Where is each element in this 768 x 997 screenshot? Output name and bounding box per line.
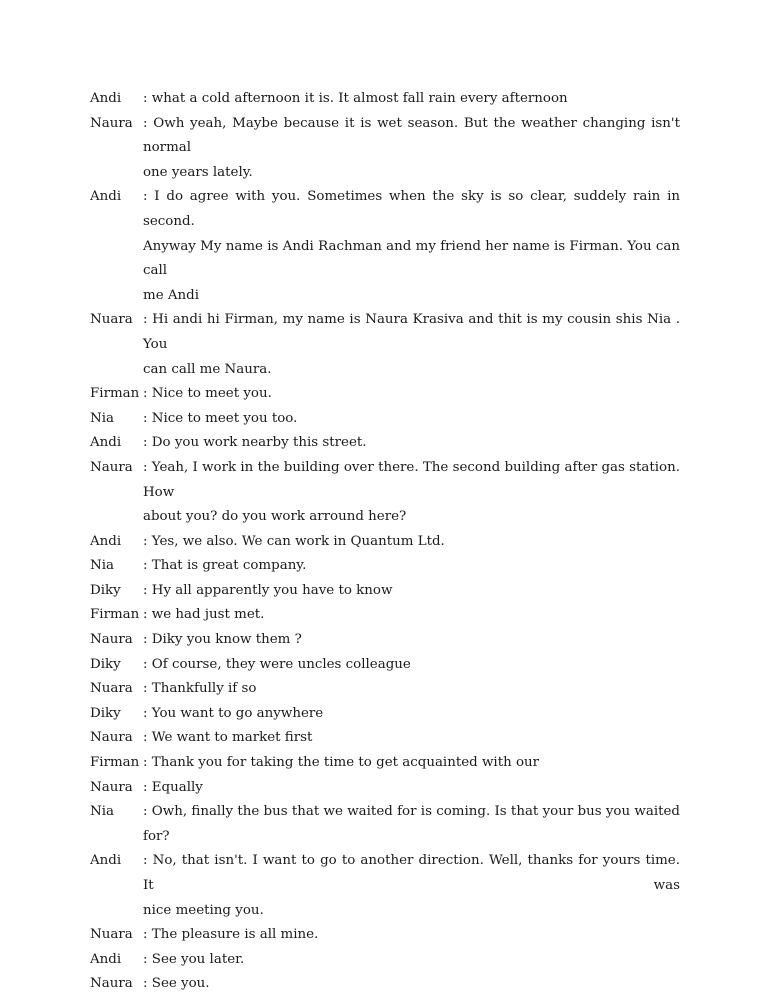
dialogue-transcript bbox=[90, 87, 680, 997]
speaker-name: Naura bbox=[90, 730, 133, 746]
speaker-name: Nuara bbox=[90, 927, 133, 943]
speaker-name: Nia bbox=[90, 558, 114, 574]
dialogue-line bbox=[90, 308, 680, 357]
dialogue-line bbox=[90, 726, 680, 751]
speaker-name: Nia bbox=[90, 804, 114, 820]
dialogue-text: : That is great company. bbox=[143, 558, 307, 574]
dialogue-line bbox=[90, 653, 680, 678]
dialogue-text: : Thank you for taking the time to get acquainted with our bbox=[143, 755, 540, 771]
dialogue-text: : Hi andi hi Firman, my name is Naura Krasiva and thit is my cousin shis Nia . You bbox=[143, 312, 680, 352]
dialogue-line bbox=[90, 948, 680, 973]
dialogue-line bbox=[90, 112, 680, 161]
dialogue-line bbox=[90, 776, 680, 801]
dialogue-line-continuation bbox=[90, 505, 680, 530]
dialogue-line bbox=[90, 407, 680, 432]
speaker-name: Andi bbox=[90, 189, 122, 205]
dialogue-text: : Yeah, I work in the building over there. The second building after gas station. How bbox=[143, 459, 680, 500]
dialogue-text: : I do agree with you. Sometimes when the sky is so clear, suddely rain in second. bbox=[143, 189, 680, 229]
dialogue-text: about you? do you work arround here? bbox=[143, 509, 407, 525]
speaker-name: Andi bbox=[90, 853, 122, 869]
dialogue-text: : Nice to meet you. bbox=[143, 386, 272, 402]
speaker-name: Diky bbox=[90, 705, 121, 721]
dialogue-line bbox=[90, 677, 680, 702]
dialogue-text: one years lately. bbox=[143, 164, 253, 180]
dialogue-line-continuation bbox=[90, 899, 680, 924]
dialogue-line bbox=[90, 185, 680, 234]
dialogue-line bbox=[90, 702, 680, 727]
speaker-name: Naura bbox=[90, 115, 133, 131]
dialogue-text: : Thankfully if so bbox=[143, 681, 257, 697]
speaker-name: Diky bbox=[90, 656, 121, 672]
dialogue-line-continuation bbox=[90, 161, 680, 186]
dialogue-line bbox=[90, 579, 680, 604]
dialogue-text: : Do you work nearby this street. bbox=[143, 435, 367, 451]
speaker-name: Diky bbox=[90, 582, 121, 598]
dialogue-text: : Equally bbox=[143, 779, 203, 795]
dialogue-line-continuation bbox=[90, 358, 680, 383]
dialogue-text: : what a cold afternoon it is. It almost fall rain every afternoon bbox=[143, 91, 568, 106]
speaker-name: Nuara bbox=[90, 312, 133, 328]
speaker-name: Andi bbox=[90, 91, 122, 106]
speaker-name: Nia bbox=[90, 410, 114, 426]
dialogue-text: : We want to market first bbox=[143, 730, 313, 746]
dialogue-text: me Andi bbox=[143, 287, 200, 303]
dialogue-line bbox=[90, 87, 680, 112]
dialogue-text: : Owh, finally the bus that we waited for is coming. Is that your bus you waited for? bbox=[143, 804, 680, 844]
dialogue-line bbox=[90, 628, 680, 653]
dialogue-text: can call me Naura. bbox=[143, 361, 272, 377]
dialogue-line bbox=[90, 972, 680, 997]
dialogue-line bbox=[90, 849, 680, 898]
speaker-name: Naura bbox=[90, 632, 133, 648]
dialogue-line bbox=[90, 554, 680, 579]
dialogue-line bbox=[90, 603, 680, 628]
speaker-name: Nuara bbox=[90, 681, 133, 697]
dialogue-text: : Owh yeah, Maybe because it is wet season. But the weather changing isn't normal bbox=[143, 115, 680, 156]
dialogue-text: : The pleasure is all mine. bbox=[143, 927, 319, 943]
dialogue-line bbox=[90, 431, 680, 456]
dialogue-text: : Of course, they were uncles colleague bbox=[143, 656, 411, 672]
dialogue-text: : Nice to meet you too. bbox=[143, 410, 298, 426]
dialogue-text: : No, that isn't. I want to go to another direction. Well, thanks for yours time. It was bbox=[143, 853, 680, 893]
dialogue-line bbox=[90, 800, 680, 849]
dialogue-text: : Yes, we also. We can work in Quantum Ltd. bbox=[143, 533, 445, 549]
dialogue-line-continuation bbox=[90, 235, 680, 284]
speaker-name: Firman bbox=[90, 607, 140, 623]
dialogue-text: : we had just met. bbox=[143, 607, 265, 623]
speaker-name: Andi bbox=[90, 435, 122, 451]
speaker-name: Firman bbox=[90, 386, 140, 402]
speaker-name: Naura bbox=[90, 976, 133, 992]
speaker-name: Andi bbox=[90, 533, 122, 549]
dialogue-line bbox=[90, 530, 680, 555]
dialogue-text: : Diky you know them ? bbox=[143, 632, 302, 648]
speaker-name: Naura bbox=[90, 779, 133, 795]
speaker-name: Andi bbox=[90, 951, 122, 967]
dialogue-line-continuation bbox=[90, 284, 680, 309]
speaker-name: Naura bbox=[90, 459, 133, 475]
speaker-name: Firman bbox=[90, 755, 140, 771]
dialogue-text: : See you. bbox=[143, 976, 210, 992]
dialogue-text: nice meeting you. bbox=[143, 902, 264, 918]
dialogue-text: Anyway My name is Andi Rachman and my friend her name is Firman. You can call bbox=[143, 238, 680, 279]
dialogue-line bbox=[90, 923, 680, 948]
dialogue-text: : Hy all apparently you have to know bbox=[143, 582, 393, 598]
dialogue-text: : See you later. bbox=[143, 951, 245, 967]
dialogue-text: : You want to go anywhere bbox=[143, 705, 324, 721]
dialogue-line bbox=[90, 751, 680, 776]
dialogue-line bbox=[90, 382, 680, 407]
dialogue-line bbox=[90, 456, 680, 505]
